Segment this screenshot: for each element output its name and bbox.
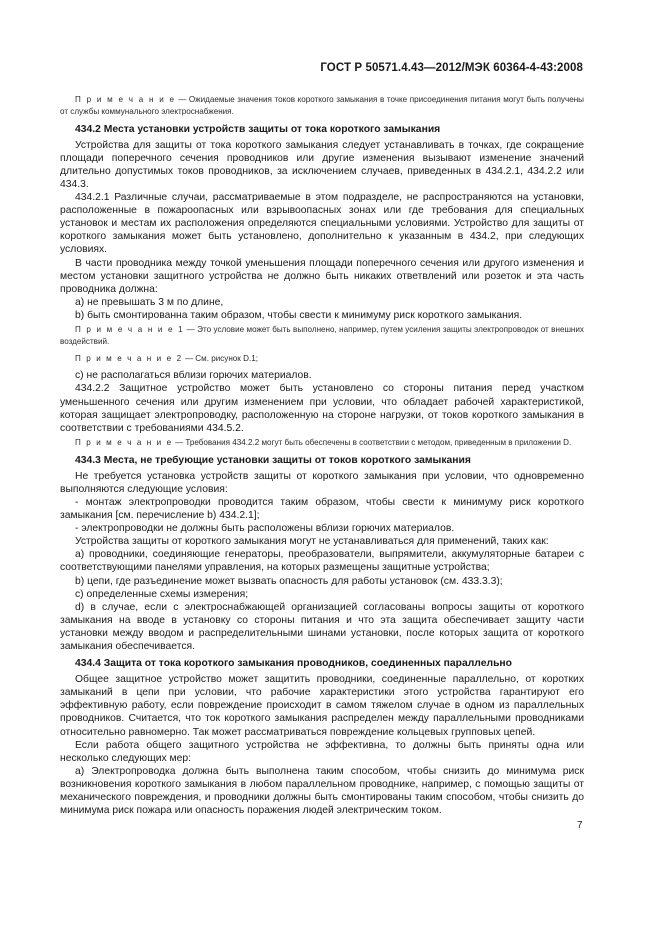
note-top — [60, 94, 584, 118]
paragraph: Общее защитное устройство может защитить проводники, соединенные параллельно, от коротких замыканий в цепи при условии, что рабочие характеристики этого устройства гарантируют его эффективную работу, если повреждение происходит в самом тяжелом случае в одном из параллельных проводников. Считается, что ток короткого замыкания распределен между параллельными проводниками относительно равномерно. Так может рассматриваться повреждение кольцевых групповых цепей. — [60, 674, 584, 738]
note-text: — Ожидаемые значения токов короткого замыкания в точке присоединения питания могут быть получены от службы коммунального электроснабжения. — [60, 95, 584, 116]
note-text: — См. рисунок D.1; — [182, 353, 258, 363]
page-number: 7 — [577, 820, 583, 831]
paragraph: Не требуется установка устройств защиты от короткого замыкания при условии, что одновременно выполняются следующие условия: — [60, 470, 584, 495]
paragraph: - электропроводки не должны быть расположены вблизи горючих материалов. — [75, 523, 455, 535]
note-label: П р и м е ч а н и е — [75, 437, 173, 447]
paragraph: 434.2.1 Различные случаи, рассматриваемые в этом подразделе, не распространяются на установки, расположенные в пожароопасных или взрывоопасных зонах или где требования для специальных установок и местам их расположения определяются специальными условиями. Устройство для защиты от короткого замыкания может быть установлено, дополнительно к указанным в 434.2, при следующих условиях. — [60, 192, 584, 256]
list-item: b) быть смонтированна таким образом, чтобы свести к минимуму риск короткого замыкания. — [75, 309, 523, 321]
document-body — [60, 92, 584, 817]
paragraph: 434.2.2 Защитное устройство может быть установлено со стороны питания перед участком уменьшенного сечения или другим изменением при условии, что обладает рабочей характеристикой, которая защищает электропроводку, расположенную на стороне нагрузки, от токов короткого замыкания в соответствии с требованиями 434.5.2. — [60, 383, 584, 434]
list-item: а) Электропроводка должна быть выполнена таким способом, чтобы снизить до минимума риск возникновения короткого замыкания в любом параллельном проводнике, например, с помощью защиты от механического повреждения, и проводники должны быть смонтированы таким способом, чтобы снизить до минимума риск пожара или опасность поражения людей электрическим током. — [60, 765, 584, 817]
list-item: а) не превышать 3 м по длине, — [75, 296, 224, 308]
note-text: — Это условие может быть выполнено, например, путем усиления защиты электропроводок от внешних воздействий. — [60, 325, 584, 346]
list-item: с) не располагаться вблизи горючих материалов. — [75, 370, 312, 382]
list-item: а) проводники, соединяющие генераторы, преобразователи, выпрямители, аккумуляторные батареи с соответствующими панелями управления, на которых размещены защитные устройства; — [60, 549, 584, 574]
section-heading-434-3: 434.3 Места, не требующие установки защиты от токов короткого замыкания — [75, 454, 471, 466]
note-text: — Требования 434.2.2 могут быть обеспечены в соответствии с методом, приведенным в приложении D. — [172, 437, 572, 447]
note-2 — [60, 353, 584, 365]
note-label: П р и м е ч а н и е 2 — [75, 353, 183, 363]
list-item: b) цепи, где разъединение может вызвать опасность для работы установок (см. 433.3.3); — [75, 575, 503, 587]
paragraph: Устройства для защиты от тока короткого замыкания следует устанавливать в точках, где сокращение площади поперечного сечения проводников или другие изменения вызывают изменение значений длительно допустимых токов проводников, за исключением случаев, приведенных в 434.2.1, 434.2.2 или 434.3. — [60, 139, 584, 190]
note-label: П р и м е ч а н и е 1 — [75, 325, 185, 334]
section-heading-434-4: 434.4 Защита от тока короткого замыкания проводников, соединенных параллельно — [75, 658, 512, 670]
section-heading-434-2: 434.2 Места установки устройств защиты от тока короткого замыкания — [75, 123, 441, 135]
note-3 — [60, 437, 584, 449]
paragraph: Устройства защиты от короткого замыкания могут не устанавливаться для применений, таких как: — [75, 536, 549, 548]
paragraph: - монтаж электропроводки проводится таким образом, чтобы свести к минимуму риск короткого замыкания [см. перечисление b) 434.2.1]; — [60, 496, 584, 522]
document-header: ГОСТ Р 50571.4.43—2012/МЭК 60364-4-43:2008 — [320, 62, 583, 74]
list-item: d) в случае, если с электроснабжающей организацией согласованы вопросы защиты от короткого замыкания на вводе в установку со стороны питания и что эта защита обеспечивает защиту части установки между вводом и распределительными шинами установки, после которых защита от короткого замыкания обеспечивается. — [60, 601, 584, 652]
note-1 — [60, 324, 584, 348]
list-item: с) определенные схемы измерения; — [75, 588, 249, 600]
paragraph: Если работа общего защитного устройства не эффективна, то должны быть приняты одна или несколько следующих мер: — [60, 739, 584, 764]
paragraph: В части проводника между точкой уменьшения площади поперечного сечения или другого изменения и местом установки защитного устройства не должно быть никаких ответвлений или розеток и эта часть проводника должна: — [60, 257, 584, 295]
note-label: П р и м е ч а н и е — [75, 95, 176, 104]
